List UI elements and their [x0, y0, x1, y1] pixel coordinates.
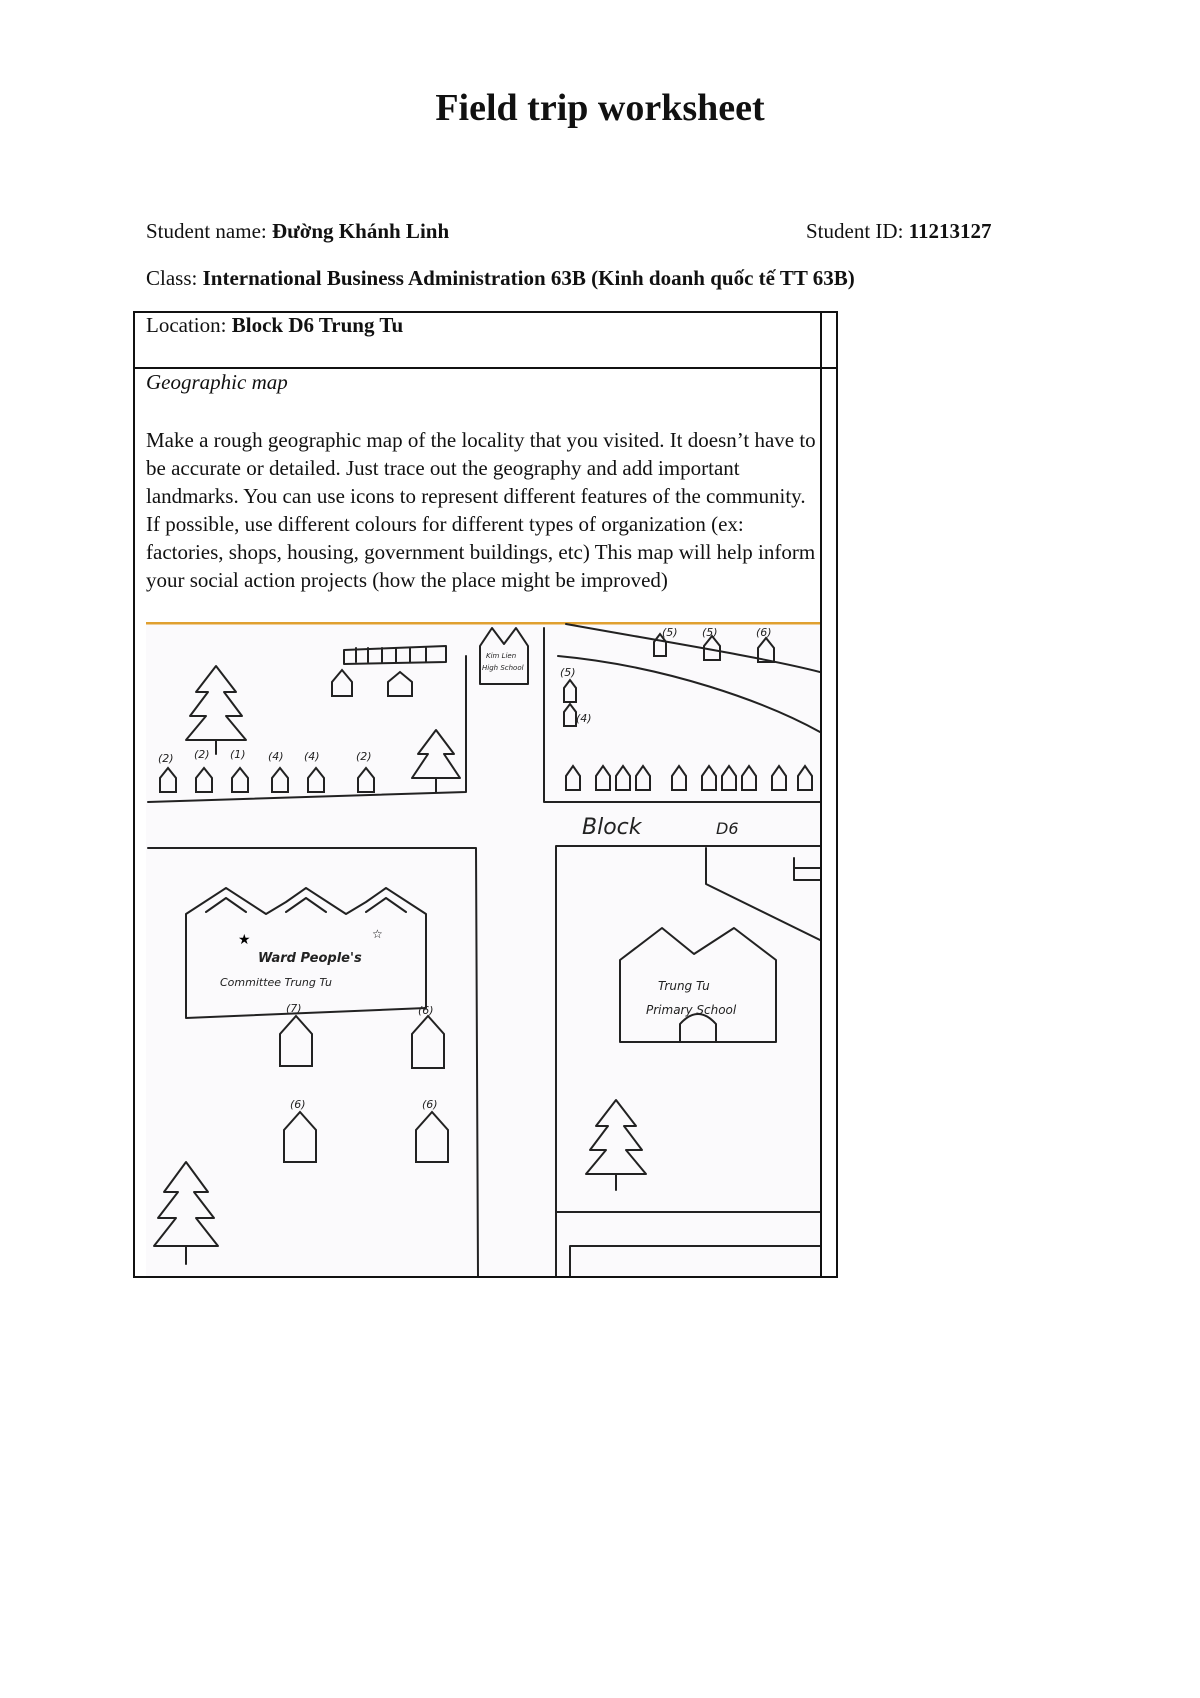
student-name-line [146, 219, 449, 244]
house-number: (4) [304, 750, 320, 763]
house-number: (4) [576, 712, 592, 725]
house-number: (5) [662, 626, 678, 639]
house-number: (2) [356, 750, 372, 763]
page-title: Field trip worksheet [435, 87, 765, 129]
house-number: (6) [418, 1004, 434, 1017]
table-inner-border [820, 311, 822, 1278]
house-number: (5) [702, 626, 718, 639]
house-number: (6) [422, 1098, 438, 1111]
location-label: Location: [146, 313, 232, 337]
geo-map-heading: Geographic map [146, 370, 288, 394]
high-school-label-1: Kim Lien [486, 652, 517, 660]
class-line [146, 266, 855, 291]
student-name-label: Student name: [146, 219, 272, 243]
geo-map-instructions: Make a rough geographic map of the locality that you visited. It doesn’t have to be accurate or detailed. Just trace out the geography and add important landmarks. You can use icons to represent different features of the community. If possible, use different colours for different types of organization (ex: factories, shops, housing, government buildings, etc) This map will help inform your social action projects (how the place might be improved) [146, 428, 816, 592]
committee-label-1: Ward People's [258, 951, 362, 966]
house-number: (2) [158, 752, 174, 765]
house-number: (6) [756, 626, 772, 639]
star-icon: ★ [238, 933, 251, 948]
star-icon: ☆ [372, 927, 383, 941]
primary-school-label-2: Primary School [646, 1003, 737, 1017]
location-line [146, 313, 403, 338]
location-value: Block D6 Trung Tu [231, 313, 404, 337]
primary-school-label-1: Trung Tu [658, 979, 710, 993]
high-school-label-2: High School [482, 664, 524, 672]
house-number: (4) [268, 750, 284, 763]
class-value: International Business Administration 63B (Kinh doanh quốc tế TT 63B) [202, 266, 855, 290]
student-name-value: Đường Khánh Linh [271, 219, 450, 243]
hand-drawn-map [146, 622, 820, 1276]
house-number: (2) [194, 748, 210, 761]
house-number: (7) [286, 1002, 302, 1015]
house-number: (6) [290, 1098, 306, 1111]
student-id-line [806, 219, 992, 244]
table-row-divider [133, 367, 838, 369]
block-code-label: D6 [716, 819, 739, 838]
committee-label-2: Committee Trung Tu [220, 976, 332, 989]
student-id-value: 11213127 [908, 219, 992, 243]
class-label: Class: [146, 266, 203, 290]
student-id-label: Student ID: [806, 219, 909, 243]
house-number: (1) [230, 748, 246, 761]
house-number: (5) [560, 666, 576, 679]
block-label: Block [582, 815, 642, 840]
